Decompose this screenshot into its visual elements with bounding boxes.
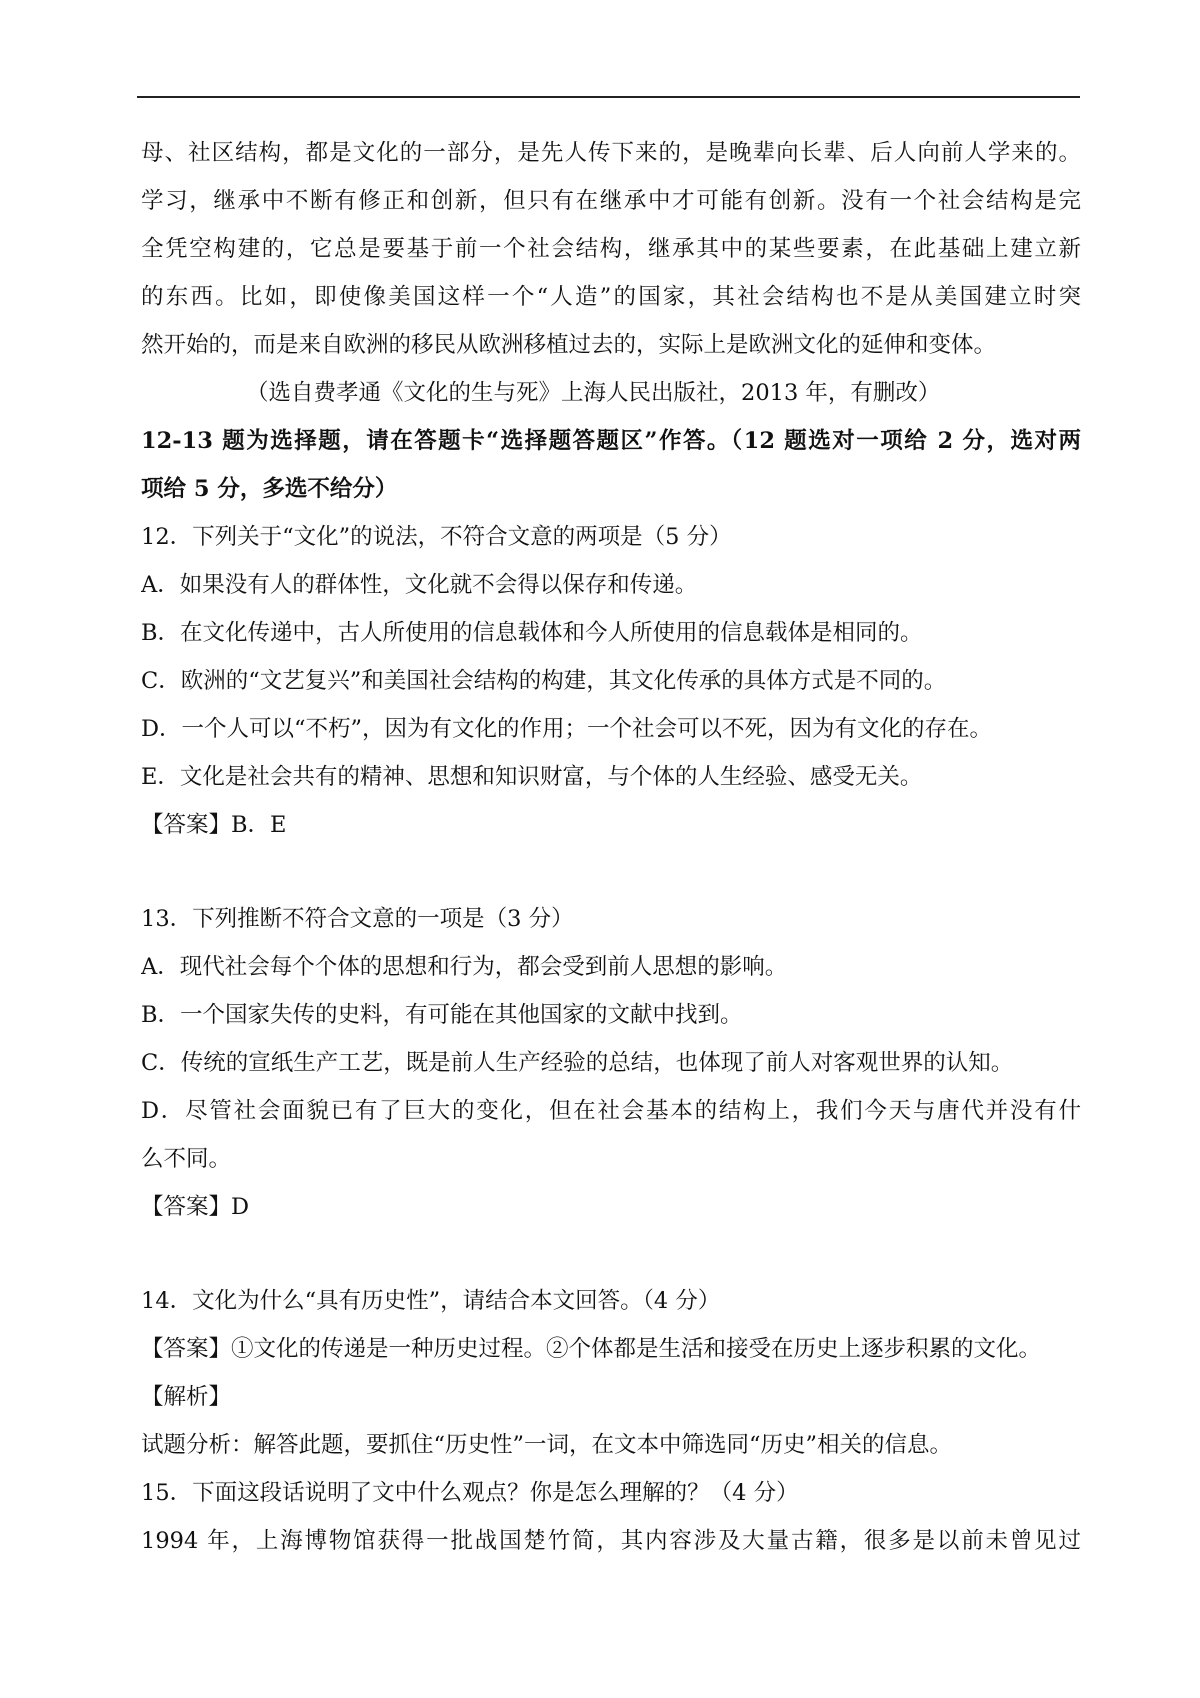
passage-line: 母、社区结构，都是文化的一部分，是先人传下来的，是晚辈向长辈、后人向前人学来的。 bbox=[141, 140, 1081, 166]
passage-line: 学习，继承中不断有修正和创新，但只有在继承中才可能有创新。没有一个社会结构是完 bbox=[141, 188, 1081, 214]
question-13-option-d: D．尽管社会面貌已有了巨大的变化，但在社会基本的结构上，我们今天与唐代并没有什 bbox=[141, 1098, 1081, 1124]
question-14-stem: 14．文化为什么“具有历史性”，请结合本文回答。（4 分） bbox=[141, 1288, 721, 1314]
question-14-analysis: 试题分析：解答此题，要抓住“历史性”一词，在文本中筛选同“历史”相关的信息。 bbox=[141, 1432, 953, 1458]
passage-line: 的东西。比如，即使像美国这样一个“人造”的国家，其社会结构也不是从美国建立时突 bbox=[141, 284, 1081, 310]
question-13-stem: 13．下列推断不符合文意的一项是（3 分） bbox=[141, 906, 574, 932]
question-15-text: 1994 年，上海博物馆获得一批战国楚竹简，其内容涉及大量古籍，很多是以前未曾见过 bbox=[141, 1528, 1081, 1554]
passage-source: （选自费孝通《文化的生与死》上海人民出版社，2013 年，有删改） bbox=[246, 380, 941, 406]
instructions-line: 12-13 题为选择题，请在答题卡“选择题答题区”作答。（12 题选对一项给 2 分，选对两 bbox=[141, 428, 1081, 454]
question-12-answer: 【答案】B．E bbox=[141, 812, 287, 838]
question-12-option-e: E．文化是社会共有的精神、思想和知识财富，与个体的人生经验、感受无关。 bbox=[141, 764, 923, 790]
question-12-option-b: B．在文化传递中，古人所使用的信息载体和今人所使用的信息载体是相同的。 bbox=[141, 620, 923, 646]
passage-line: 然开始的，而是来自欧洲的移民从欧洲移植过去的，实际上是欧洲文化的延伸和变体。 bbox=[141, 332, 997, 358]
question-13-option-c: C．传统的宣纸生产工艺，既是前人生产经验的总结，也体现了前人对客观世界的认知。 bbox=[141, 1050, 1014, 1076]
question-13-option-b: B．一个国家失传的史料，有可能在其他国家的文献中找到。 bbox=[141, 1002, 743, 1028]
passage-line: 全凭空构建的，它总是要基于前一个社会结构，继承其中的某些要素，在此基础上建立新 bbox=[141, 236, 1081, 262]
question-13-option-a: A．现代社会每个个体的思想和行为，都会受到前人思想的影响。 bbox=[141, 954, 788, 980]
header-rule bbox=[137, 96, 1080, 98]
question-12-option-c: C．欧洲的“文艺复兴”和美国社会结构的构建，其文化传承的具体方式是不同的。 bbox=[141, 668, 947, 694]
instructions-line: 项给 5 分，多选不给分） bbox=[141, 476, 398, 502]
question-14-answer: 【答案】①文化的传递是一种历史过程。②个体都是生活和接受在历史上逐步积累的文化。 bbox=[141, 1336, 1042, 1362]
question-13-option-d-cont: 么不同。 bbox=[141, 1146, 232, 1172]
question-12-option-a: A．如果没有人的群体性，文化就不会得以保存和传递。 bbox=[141, 572, 698, 598]
question-12-option-d: D．一个人可以“不朽”，因为有文化的作用；一个社会可以不死，因为有文化的存在。 bbox=[141, 716, 993, 742]
question-13-answer: 【答案】D bbox=[141, 1194, 250, 1220]
question-12-stem: 12．下列关于“文化”的说法，不符合文意的两项是（5 分） bbox=[141, 524, 732, 550]
question-14-analysis-heading: 【解析】 bbox=[141, 1384, 232, 1410]
question-15-stem: 15．下面这段话说明了文中什么观点？你是怎么理解的？（4 分） bbox=[141, 1480, 799, 1506]
